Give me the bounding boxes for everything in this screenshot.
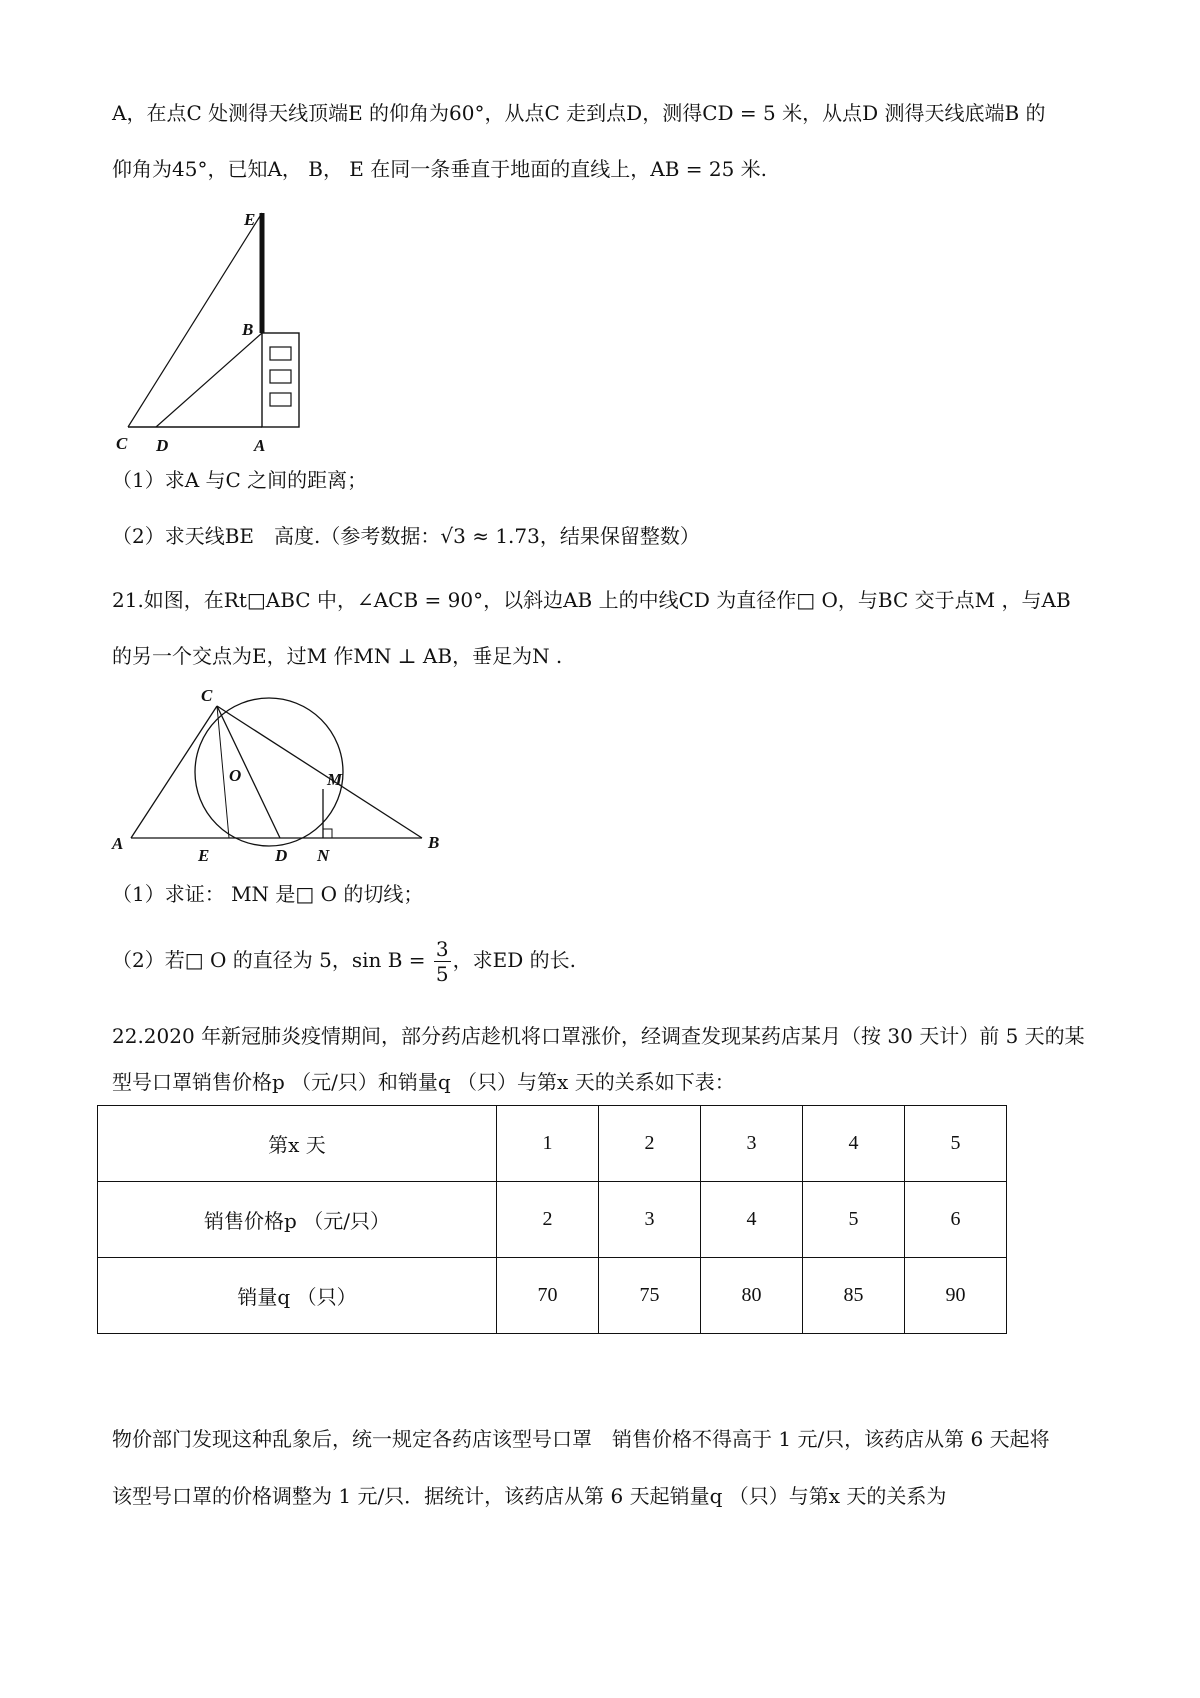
line-DB <box>156 333 262 427</box>
label-E: E <box>198 846 210 865</box>
problem20-q2: （2）求天线BE 高度.（参考数据：√3 ≈ 1.73，结果保留整数） <box>112 524 700 548</box>
window-2 <box>270 370 291 383</box>
table-cell: 70 <box>497 1258 599 1334</box>
label-O: O <box>229 766 242 785</box>
problem22-line3: 物价部门发现这种乱象后，统一规定各药店该型号口罩 销售价格不得高于 1 元/只，该药店从第 6 天起将 <box>112 1427 1050 1451</box>
problem21-line1: 21.如图，在Rt□ABC 中，∠ACB = 90°，以斜边AB 上的中线CD 为直径作□ O，与BC 交于点M ，与AB <box>112 588 1071 612</box>
label-B: B <box>242 320 254 339</box>
problem20-q1: （1）求A 与C 之间的距离； <box>112 468 368 492</box>
table-row <box>98 1258 1007 1334</box>
table-cell: 6 <box>905 1182 1007 1258</box>
label-D: D <box>156 436 169 455</box>
side-AC <box>131 706 217 838</box>
label-A: A <box>254 436 266 455</box>
problem21-line2: 的另一个交点为E，过M 作MN ⊥ AB，垂足为N . <box>112 644 563 668</box>
label-M: M <box>327 770 343 789</box>
label-E: E <box>244 210 256 229</box>
problem22-line2: 型号口罩销售价格p （元/只）和销量q （只）与第x 天的关系如下表： <box>112 1070 735 1094</box>
price-sales-table <box>97 1105 1007 1334</box>
table-cell: 85 <box>803 1258 905 1334</box>
table-cell: 90 <box>905 1258 1007 1334</box>
row-label-day: 第x 天 <box>98 1106 497 1182</box>
label-C: C <box>201 686 213 705</box>
table-cell: 5 <box>803 1182 905 1258</box>
row-label-sales: 销量q （只） <box>98 1258 497 1334</box>
table-cell: 4 <box>701 1182 803 1258</box>
right-angle-mark <box>323 829 332 838</box>
problem20-line2: 仰角为45°，已知A， B， E 在同一条垂直于地面的直线上，AB = 25 米. <box>112 157 768 181</box>
problem21-q2 <box>112 930 1200 990</box>
window-1 <box>270 347 291 360</box>
table-row <box>98 1182 1007 1258</box>
label-C: C <box>116 434 128 453</box>
antenna-figure <box>110 205 330 455</box>
label-N: N <box>317 846 330 865</box>
label-D: D <box>275 846 288 865</box>
row-label-price: 销售价格p （元/只） <box>98 1182 497 1258</box>
circle-triangle-figure <box>105 685 450 865</box>
table-row <box>98 1106 1007 1182</box>
table-cell: 2 <box>599 1106 701 1182</box>
problem22-line1: 22.2020 年新冠肺炎疫情期间，部分药店趁机将口罩涨价，经调查发现某药店某月（按 30 天计）前 5 天的某 <box>112 1024 1085 1048</box>
q2-before: （2）若□ O 的直径为 5，sin B = <box>112 948 432 972</box>
fraction-denominator: 5 <box>435 962 449 986</box>
side-BC <box>217 706 422 838</box>
table-cell: 75 <box>599 1258 701 1334</box>
table-cell: 4 <box>803 1106 905 1182</box>
window-3 <box>270 393 291 406</box>
line-CE <box>217 706 229 838</box>
fraction-numerator: 3 <box>435 937 449 961</box>
problem20-line1: A，在点C 处测得天线顶端E 的仰角为60°，从点C 走到点D，测得CD = 5 米，从点D 测得天线底端B 的 <box>112 101 1046 125</box>
table-cell: 2 <box>497 1182 599 1258</box>
problem22-line4: 该型号口罩的价格调整为 1 元/只．据统计，该药店从第 6 天起销量q （只）与第x 天的关系为 <box>112 1484 947 1508</box>
q2-after: ，求ED 的长. <box>452 948 576 972</box>
label-B: B <box>428 833 440 852</box>
fraction-3-5 <box>434 937 451 986</box>
problem21-q1: （1）求证： MN 是□ O 的切线； <box>112 882 424 906</box>
table-cell: 80 <box>701 1258 803 1334</box>
circle-O <box>195 698 343 846</box>
table-cell: 3 <box>599 1182 701 1258</box>
table-cell: 5 <box>905 1106 1007 1182</box>
table-cell: 3 <box>701 1106 803 1182</box>
label-A: A <box>112 834 124 853</box>
table-cell: 1 <box>497 1106 599 1182</box>
